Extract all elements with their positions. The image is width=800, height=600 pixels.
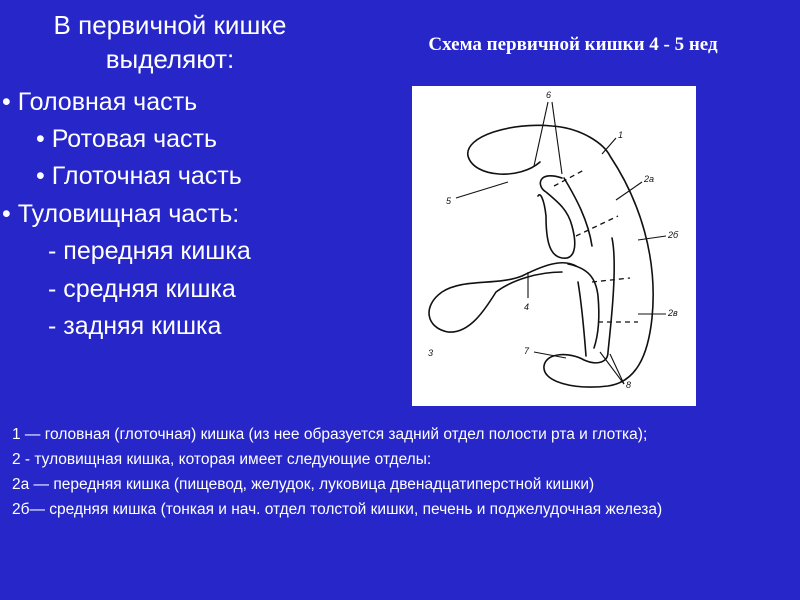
label-3: 3: [428, 348, 434, 358]
outline-item-text: средняя кишка: [63, 275, 236, 303]
note-line-3: 2а — передняя кишка (пищевод, желудок, луковица двенадцатиперстной кишки): [12, 476, 595, 493]
outline-item-text: Туловищная часть:: [17, 200, 240, 228]
outline-item-foregut: [48, 233, 251, 271]
leader-5: [456, 182, 508, 198]
leader-6b: [552, 102, 562, 174]
hindgut-branch: [578, 282, 586, 356]
outline-item-text: передняя кишка: [63, 237, 251, 265]
outline-item-text: Головная часть: [17, 88, 198, 116]
primitive-gut-diagram: [412, 86, 696, 406]
leader-2a: [616, 182, 642, 200]
label-7: 7: [524, 346, 530, 356]
outline-item-text: Глоточная часть: [51, 162, 242, 190]
outline-item-midgut: [48, 271, 236, 309]
outline-item-oral: [36, 121, 217, 159]
boundary-2b-lower: [592, 278, 630, 282]
left-title-line-2: выделяют:: [105, 44, 235, 74]
note-line-2: 2 - туловищная кишка, которая имеет следующие отделы:: [12, 451, 432, 468]
label-4: 4: [524, 302, 530, 312]
leader-2b: [638, 236, 666, 240]
outline-item-trunk: [2, 196, 239, 234]
yolk-stalk: [429, 263, 576, 332]
left-title-line-1: В первичной кишке: [53, 10, 287, 40]
outline-item-head: [2, 84, 197, 122]
outline-item-text: задняя кишка: [63, 312, 222, 340]
label-5: 5: [446, 196, 452, 206]
left-title: [0, 8, 340, 76]
bullet: •: [2, 200, 11, 228]
leader-1: [602, 138, 616, 154]
legend-notes: [12, 422, 792, 522]
midgut-wall: [568, 264, 599, 348]
bullet: •: [2, 88, 11, 116]
dash: -: [48, 275, 57, 303]
label-8: 8: [626, 380, 632, 390]
figure-title: Схема первичной кишки 4 - 5 нед: [428, 34, 718, 55]
dash: -: [48, 312, 57, 340]
label-2b: 2б: [668, 230, 679, 240]
outline-item-hindgut: [48, 308, 221, 346]
leader-6a: [534, 102, 548, 166]
foregut-branch: [564, 178, 592, 246]
leader-8a: [600, 352, 624, 384]
label-1: 1: [618, 130, 624, 140]
bullet: •: [36, 125, 45, 153]
note-line-4: 2б— средняя кишка (тонкая и нач. отдел толстой кишки, печень и поджелудочная железа): [12, 501, 663, 518]
boundary-2a: [554, 170, 584, 186]
outline-item-pharyngeal: [36, 158, 242, 196]
outline-item-text: Ротовая часть: [51, 125, 218, 153]
boundary-2b-upper: [576, 216, 618, 236]
bullet: •: [36, 162, 45, 190]
label-2v: 2в: [668, 308, 678, 318]
label-2a: 2а: [644, 174, 655, 184]
label-6: 6: [546, 90, 552, 100]
dash: -: [48, 237, 57, 265]
diagram-svg: [412, 86, 696, 406]
note-line-1: 1 — головная (глоточная) кишка (из нее образуется задний отдел полости рта и глотка);: [12, 426, 648, 443]
